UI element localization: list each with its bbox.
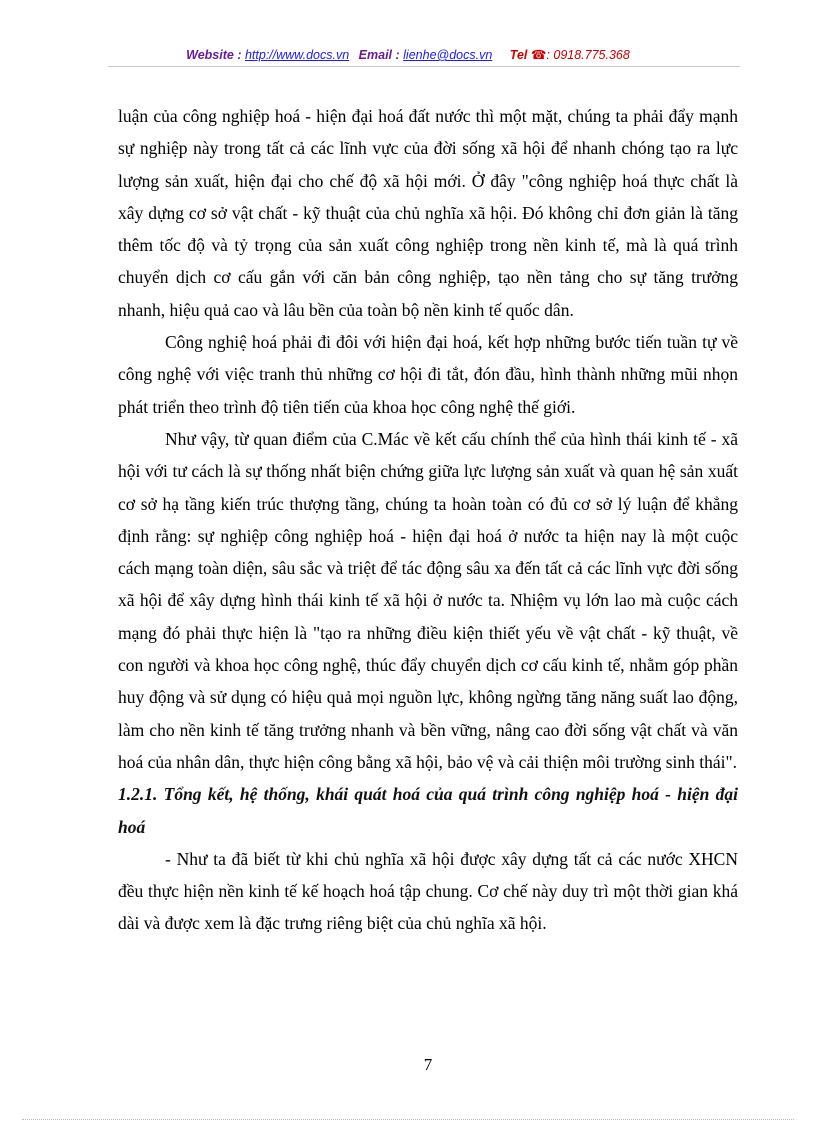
- section-heading: 1.2.1. Tổng kết, hệ thống, khái quát hoá của quá trình công nghiệp hoá - hiện đại hoá: [118, 784, 738, 837]
- paragraph-2: Công nghiệ hoá phải đi đôi với hiện đại hoá, kết hợp những bước tiến tuần tự về công nghệ với việc tranh thủ những cơ hội đi tắt, đón đầu, hình thành những mũi nhọn phát triển theo trình độ tiên tiến của khoa học công nghệ thế giới.: [118, 332, 738, 417]
- footer-divider: [22, 1119, 794, 1120]
- tel-label: Tel ☎: [509, 48, 547, 62]
- page-header: Website : http://www.docs.vn Email : lienhe@docs.vn Tel ☎: 0918.775.368: [186, 48, 630, 62]
- email-link[interactable]: lienhe@docs.vn: [403, 48, 493, 62]
- header-divider: [108, 66, 740, 67]
- email-label: Email: [358, 48, 393, 62]
- paragraph-3: Như vậy, từ quan điểm của C.Mác về kết cấu chính thể của hình thái kinh tế - xã hội với tư cách là sự thống nhất biện chứng giữa lực lượng sản xuất và quan hệ sản xuất cơ sở hạ tầng kiến trúc thượng tầng, chúng ta hoàn toàn có đủ cơ sở lý luận để khẳng định rằng: sự nghiệp công nghiệp hoá - hiện đại hoá ở nước ta hiện nay là một cuộc cách mạng toàn diện, sâu sắc và triệt để tác động sâu xa đến tất cả các lĩnh vực đời sống xã hội để xây dựng hình thái kinh tế xã hội ở nước ta. Nhiệm vụ lớn lao mà cuộc cách mạng đó phải thực hiện là "tạo ra những điều kiện thiết yếu về vật chất - kỹ thuật, về con người và khoa học công nghệ, thúc đẩy chuyển dịch cơ cấu kinh tế, nhằm góp phần huy động và sử dụng có hiệu quả mọi nguồn lực, không ngừng tăng năng suất lao động, làm cho nền kinh tế tăng trưởng nhanh và bền vững, nâng cao đời sống vật chất và văn hoá của nhân dân, thực hiện công bằng xã hội, bảo vệ và cải thiện môi trường sinh thái".: [118, 428, 738, 772]
- document-body: [118, 100, 738, 940]
- paragraph-1: luận của công nghiệp hoá - hiện đại hoá đất nước thì một mặt, chúng ta phải đẩy mạnh sự nghiệp này trong tất cả các lĩnh vực của đời sống xã hội để nhanh chóng tạo ra lực lượng sản xuất, hiện đại cho chế độ xã hội mới. Ở đây "công nghiệp hoá thực chất là xây dựng cơ sở vật chất - kỹ thuật của chủ nghĩa xã hội. Đó không chỉ đơn giản là tăng thêm tốc độ và tỷ trọng của sản xuất công nghiệp trong nền kinh tế, mà là quá trình chuyển dịch cơ cấu gắn với căn bản công nghiệp, tạo nền tảng cho sự tăng trưởng nhanh, hiệu quả cao và lâu bền của toàn bộ nền kinh tế quốc dân.: [118, 106, 738, 320]
- tel-number: : 0918.775.368: [546, 48, 630, 62]
- website-label: Website: [186, 48, 234, 62]
- paragraph-4: - Như ta đã biết từ khi chủ nghĩa xã hội được xây dựng tất cả các nước XHCN đều thực hiện nền kinh tế kế hoạch hoá tập chung. Cơ chế này duy trì một thời gian khá dài và được xem là đặc trưng riêng biệt của chủ nghĩa xã hội.: [118, 848, 738, 934]
- page-number: 7: [423, 1055, 433, 1074]
- website-link[interactable]: http://www.docs.vn: [244, 48, 350, 62]
